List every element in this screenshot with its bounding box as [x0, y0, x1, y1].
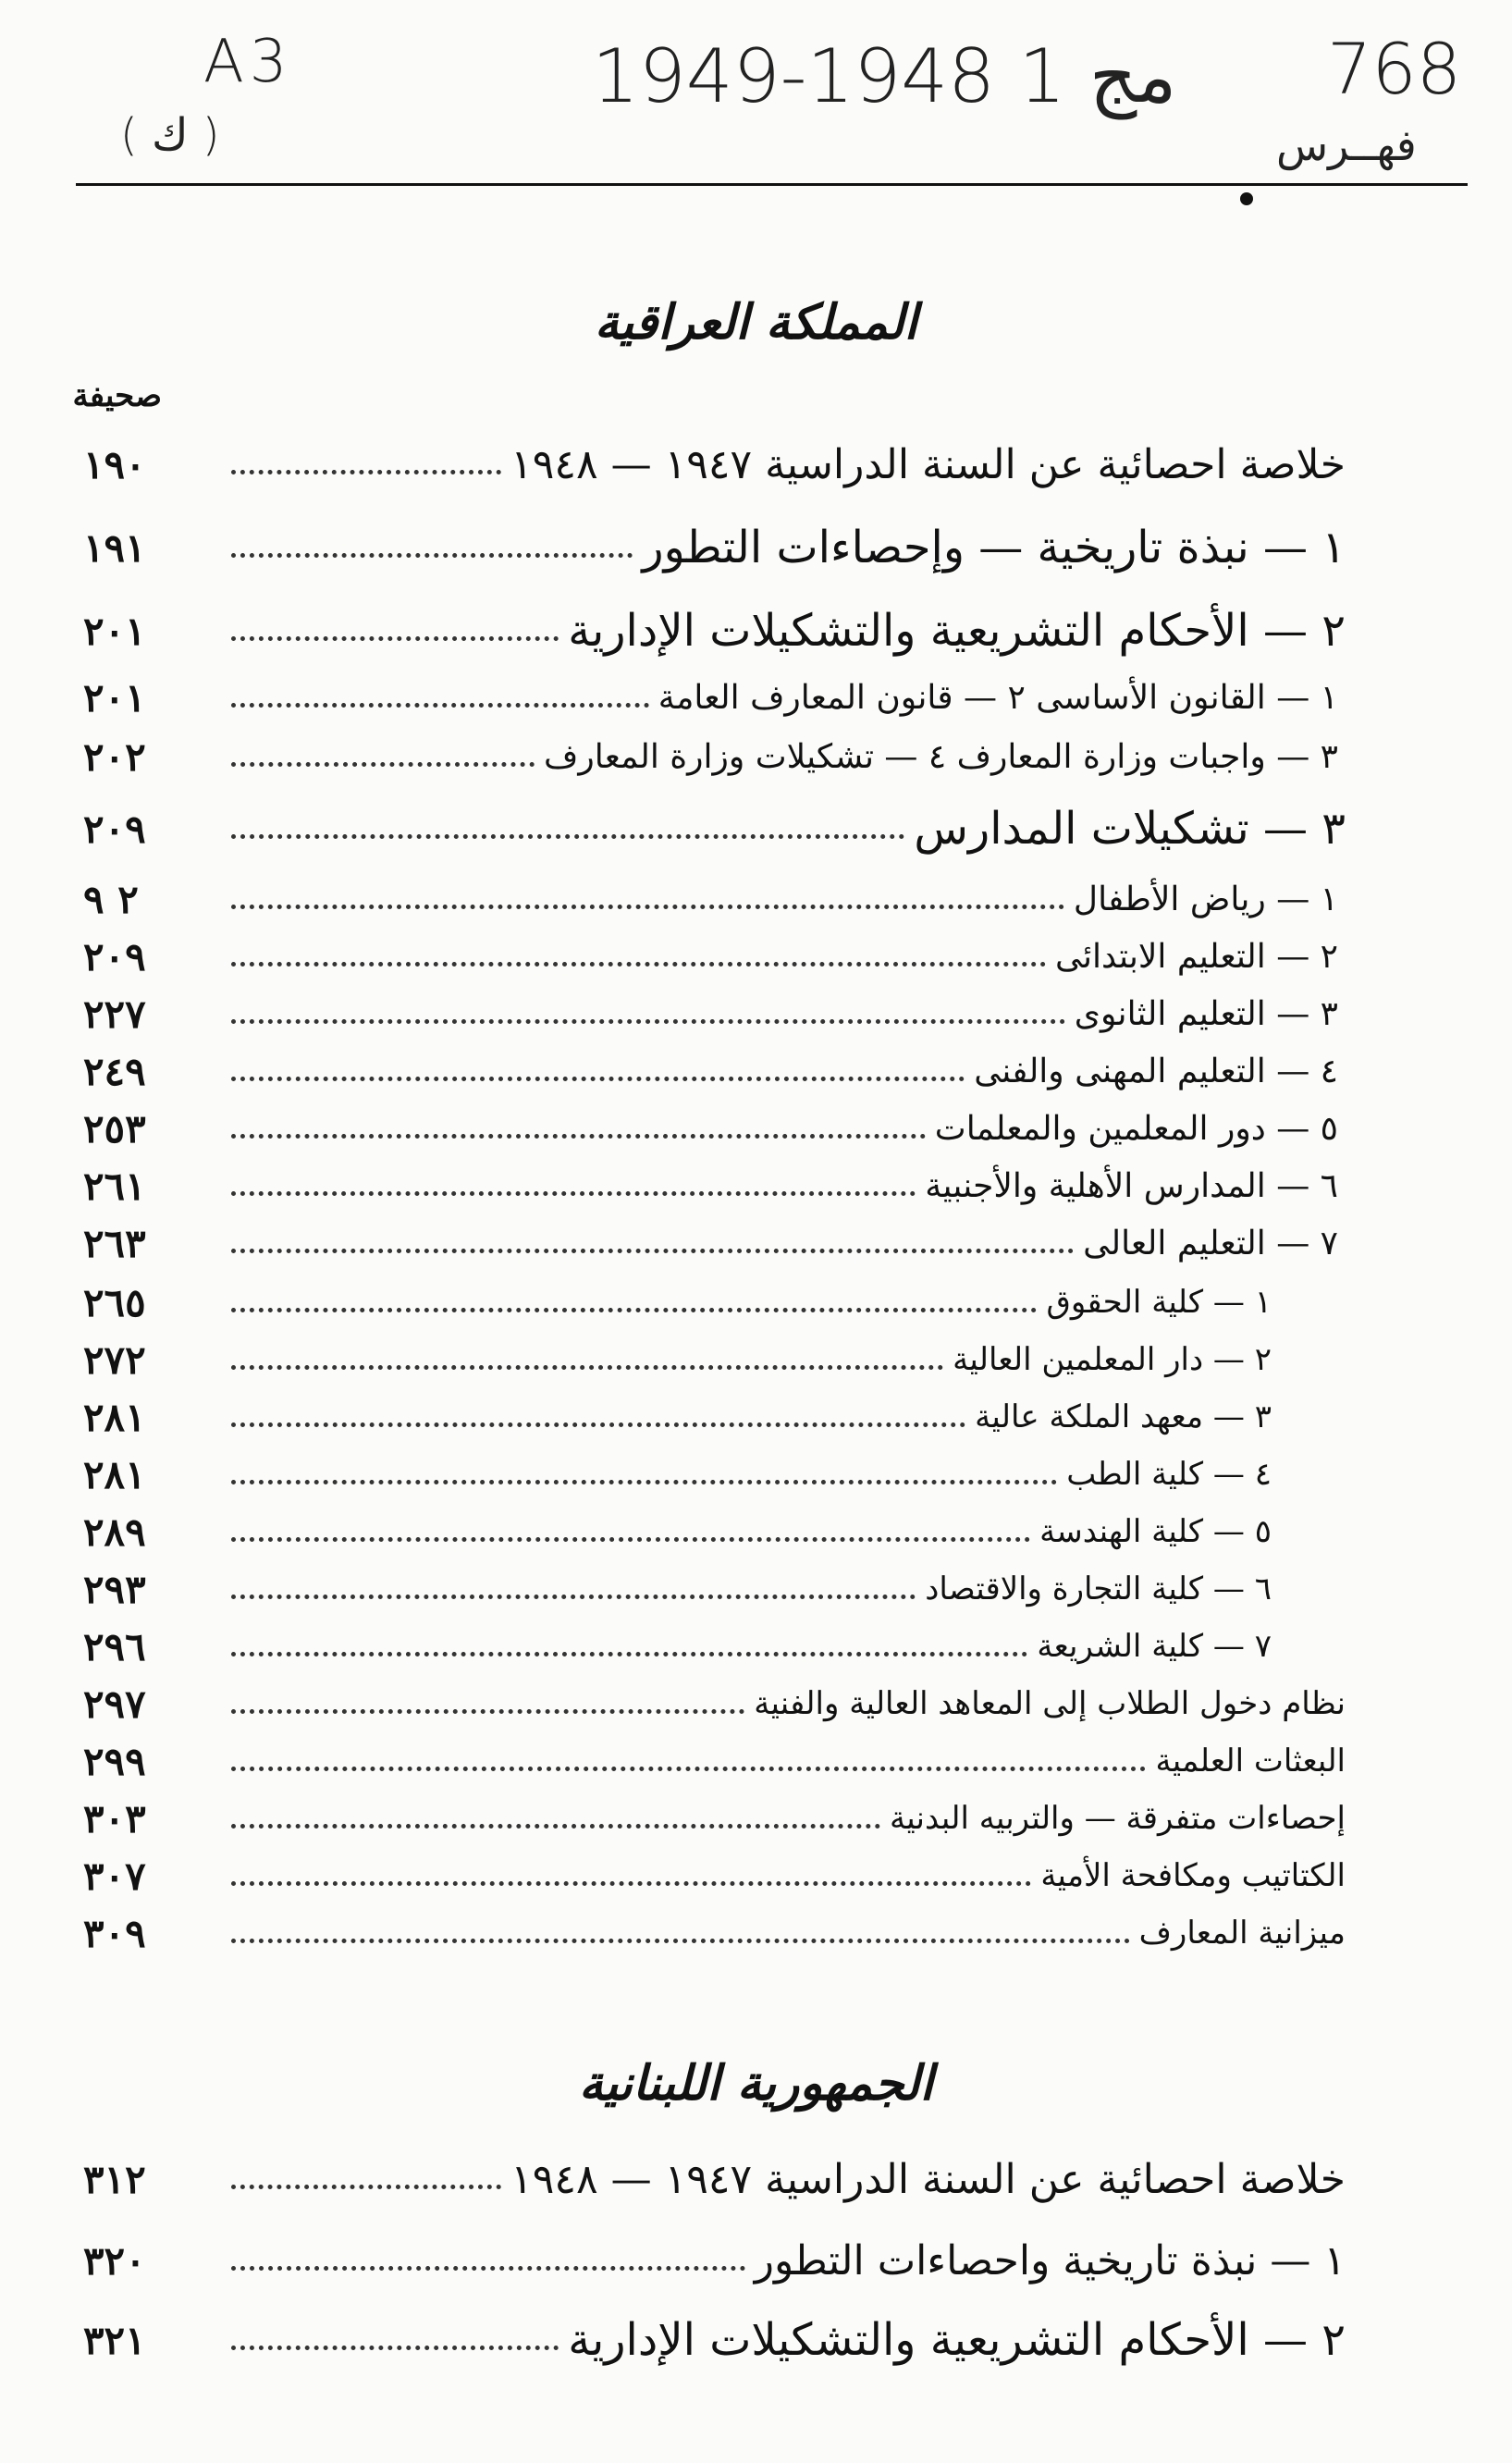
- toc-row: [83, 1273, 1346, 1332]
- toc-row: [83, 1789, 1346, 1848]
- dot-leader: [231, 703, 649, 708]
- toc-row: [83, 1674, 1346, 1733]
- ink-dot: [1240, 192, 1253, 205]
- toc-page-number: ٢ ٩: [83, 876, 139, 922]
- toc-page-number: ١٩١: [83, 524, 146, 571]
- toc-row: [83, 984, 1346, 1043]
- section-title-lebanon: الجمهورية اللبنانية: [578, 2055, 934, 2112]
- toc-row: [83, 1330, 1346, 1389]
- toc-entry-label: ميزانية المعارف: [1138, 1915, 1346, 1952]
- toc-row: [83, 2231, 1346, 2290]
- toc-page-number: ٢٧٢: [83, 1336, 146, 1383]
- dot-leader: [231, 1249, 1074, 1253]
- dot-leader: [231, 905, 1064, 909]
- dot-leader: [231, 2266, 745, 2271]
- toc-row: [83, 1559, 1346, 1619]
- toc-row: [83, 1617, 1346, 1676]
- toc-entry-label: الكتاتيب ومكافحة الأمية: [1040, 1857, 1346, 1894]
- dot-leader: [231, 1134, 926, 1139]
- toc-page-number: ٣٠٧: [83, 1853, 146, 1899]
- dot-leader: [231, 1308, 1037, 1312]
- section-title-iraq: المملكة العراقية: [594, 294, 918, 351]
- dot-leader: [231, 1480, 1057, 1484]
- toc-entry-label: ٢ — التعليم الابتدائى: [1055, 937, 1338, 976]
- toc-page-number: ٣٠٣: [83, 1795, 146, 1841]
- toc-row: [83, 1213, 1346, 1273]
- toc-entry-label: ٣ — التعليم الثانوى: [1074, 994, 1338, 1033]
- toc-page-number: ٢٠١: [83, 674, 146, 720]
- toc-row: [83, 1502, 1346, 1561]
- dot-leader: [231, 1422, 965, 1427]
- dot-leader: [231, 2346, 559, 2350]
- toc-page-number: ٢٦٥: [83, 1279, 146, 1325]
- toc-row: [83, 2149, 1346, 2209]
- toc-row: [83, 927, 1346, 986]
- dot-leader: [231, 1537, 1030, 1542]
- toc-row: [83, 1903, 1346, 1963]
- dot-leader: [231, 636, 559, 641]
- toc-entry-label: ٧ — كلية الشريعة: [1037, 1628, 1272, 1665]
- dot-leader: [231, 1767, 1146, 1771]
- dot-leader: [231, 1939, 1130, 1943]
- toc-entry-label: نظام دخول الطلاب إلى المعاهد العالية والفنية: [754, 1685, 1346, 1722]
- toc-entry-label: ٣ — تشكيلات المدارس: [914, 803, 1346, 855]
- dot-leader: [231, 834, 904, 839]
- dot-leader: [231, 962, 1046, 967]
- toc-page-number: ٢٩٣: [83, 1566, 146, 1612]
- archive-code: A3: [203, 28, 293, 96]
- toc-row: [83, 518, 1346, 577]
- toc-page-number: ٢٩٦: [83, 1623, 146, 1669]
- toc-page-number: ٢٢٧: [83, 991, 146, 1037]
- dot-leader: [231, 1365, 943, 1370]
- toc-page-number: ٢٩٧: [83, 1681, 146, 1727]
- dot-leader: [231, 1595, 916, 1599]
- toc-entry-label: ٢ — الأحكام التشريعية والتشكيلات الإدارية: [568, 605, 1346, 657]
- dot-leader: [231, 553, 633, 558]
- toc-entry-label: ٥ — دور المعلمين والمعلمات: [934, 1109, 1338, 1148]
- toc-row: [83, 2310, 1346, 2370]
- toc-row: [83, 727, 1346, 786]
- toc-entry-label: خلاصة احصائية عن السنة الدراسية ١٩٤٧ — ١٩٤٨: [510, 2155, 1346, 2203]
- toc-row: [83, 1041, 1346, 1101]
- toc-entry-label: ١ — نبذة تاريخية — وإحصاءات التطور: [642, 522, 1346, 573]
- dot-leader: [231, 470, 501, 474]
- toc-entry-label: ٤ — التعليم المهنى والفنى: [974, 1052, 1338, 1090]
- toc-page-number: ٣٢٠: [83, 2237, 146, 2284]
- toc-entry-label: ٦ — المدارس الأهلية والأجنبية: [925, 1166, 1338, 1205]
- dot-leader: [231, 1077, 965, 1081]
- toc-row: [83, 668, 1346, 727]
- toc-row: [83, 799, 1346, 858]
- volume-years: 1949-1948 مج 1: [592, 33, 1177, 119]
- toc-entry-label: ٤ — كلية الطب: [1066, 1456, 1272, 1493]
- toc-entry-label: ١ — القانون الأساسى ٢ — قانون المعارف العامة: [658, 678, 1338, 717]
- toc-page-number: ٢٠٢: [83, 733, 146, 780]
- dot-leader: [231, 1191, 916, 1196]
- dot-leader: [231, 1881, 1031, 1886]
- toc-entry-label: ١ — رياض الأطفال: [1073, 880, 1338, 918]
- toc-row: [83, 601, 1346, 660]
- toc-page-number: ٢٩٩: [83, 1738, 146, 1784]
- dot-leader: [231, 1019, 1065, 1024]
- toc-page-number: ٢٠١: [83, 608, 146, 654]
- toc-row: [83, 1846, 1346, 1905]
- toc-entry-label: ٢ — الأحكام التشريعية والتشكيلات الإدارية: [568, 2314, 1346, 2366]
- toc-page-number: ٢٤٩: [83, 1048, 146, 1094]
- toc-page-number: ٣٠٩: [83, 1910, 146, 1956]
- toc-row: [83, 1445, 1346, 1504]
- toc-entry-label: ٧ — التعليم العالى: [1083, 1224, 1338, 1262]
- toc-page-number: ٢٦٣: [83, 1220, 146, 1266]
- toc-entry-label: ١ — كلية الحقوق: [1046, 1284, 1272, 1321]
- toc-row: [83, 1099, 1346, 1158]
- toc-entry-label: ٣ — معهد الملكة عالية: [975, 1398, 1272, 1435]
- toc-page-number: ٢٨٩: [83, 1509, 146, 1555]
- toc-entry-label: إحصاءات متفرقة — والتربيه البدنية: [890, 1800, 1346, 1837]
- toc-row: [83, 1156, 1346, 1215]
- index-heading: فهــرس: [1276, 120, 1417, 170]
- dot-leader: [231, 1824, 880, 1829]
- dot-leader: [231, 762, 535, 767]
- toc-entry-label: ٦ — كلية التجارة والاقتصاد: [925, 1570, 1272, 1607]
- toc-page-number: ٢٠٩: [83, 806, 146, 852]
- toc-row: [83, 1731, 1346, 1791]
- dot-leader: [231, 2185, 501, 2189]
- toc-page-number: ٢٨١: [83, 1451, 146, 1497]
- toc-entry-label: البعثات العلمية: [1155, 1743, 1346, 1780]
- toc-entry-label: ١ — نبذة تاريخية واحصاءات التطور: [754, 2236, 1346, 2284]
- toc-row: [83, 869, 1346, 929]
- toc-entry-label: خلاصة احصائية عن السنة الدراسية ١٩٤٧ — ١٩٤٨: [510, 440, 1346, 488]
- toc-row: [83, 435, 1346, 494]
- dot-leader: [231, 1652, 1027, 1656]
- toc-page-number: ٣١٢: [83, 2156, 146, 2202]
- toc-row: [83, 1387, 1346, 1447]
- toc-entry-label: ٢ — دار المعلمين العالية: [953, 1341, 1272, 1378]
- archive-number: 768: [1327, 28, 1462, 110]
- toc-page-number: ٢٨١: [83, 1394, 146, 1440]
- toc-page-number: ٢٥٣: [83, 1105, 146, 1151]
- page-column-label: صحيفة: [72, 377, 162, 414]
- toc-page-number: ١٩٠: [83, 441, 146, 487]
- header-rule: [76, 183, 1468, 186]
- toc-page-number: ٢٠٩: [83, 933, 146, 979]
- toc-entry-label: ٣ — واجبات وزارة المعارف ٤ — تشكيلات وزارة المعارف: [544, 737, 1338, 776]
- dot-leader: [231, 1709, 744, 1714]
- toc-page-number: ٢٦١: [83, 1163, 146, 1209]
- toc-page-number: ٣٢١: [83, 2317, 146, 2363]
- toc-entry-label: ٥ — كلية الهندسة: [1039, 1513, 1272, 1550]
- paren-note: ( ك ): [120, 109, 220, 161]
